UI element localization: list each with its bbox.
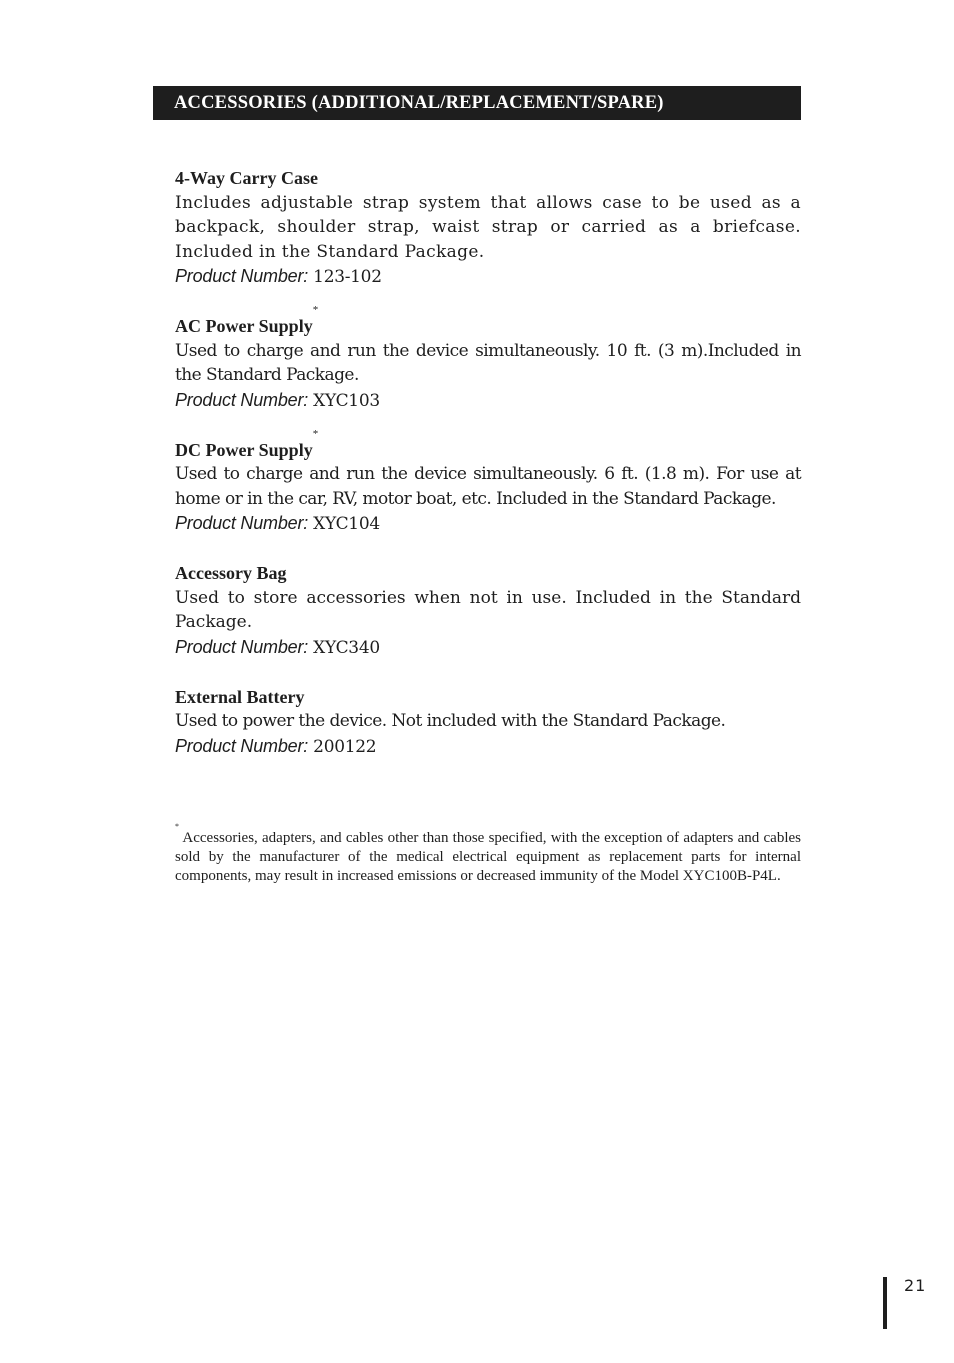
footnote (175, 822, 801, 886)
product-number-label: Product Number: (175, 389, 309, 410)
product-number-label: Product Number: (175, 735, 309, 756)
accessory-description: Used to store accessories when not in use. Included in the Standard Package. (175, 587, 801, 632)
accessory-title: External Battery (175, 686, 305, 707)
page-number: 21 (904, 1276, 927, 1295)
product-number-line (175, 734, 801, 760)
product-number-value: XYC104 (313, 514, 380, 534)
accessory-description: Used to charge and run the device simultaneously. 6 ft. (1.8 m). For use at home or in the car, RV, motor boat, etc. Included in the Standard Package. (175, 464, 801, 509)
product-number-label: Product Number: (175, 266, 309, 286)
section-title: ACCESSORIES (ADDITIONAL/REPLACEMENT/SPARE) (174, 93, 664, 113)
product-number-line (175, 511, 801, 537)
footnote-marker: * (312, 427, 319, 440)
page-number-rule (883, 1277, 887, 1329)
accessory-item-dc-power-supply (175, 427, 801, 537)
footnote-marker: * (175, 822, 179, 831)
product-number-line (175, 264, 801, 290)
product-number-line (175, 635, 801, 661)
accessory-description: Used to power the device. Not included with the Standard Package. (175, 711, 726, 731)
accessory-title: AC Power Supply* (175, 304, 319, 336)
section-header (153, 86, 801, 120)
product-number-label: Product Number: (175, 513, 309, 533)
product-number-line (175, 388, 801, 414)
product-number-value: XYC103 (313, 390, 380, 411)
accessory-item-external-battery (175, 685, 801, 760)
product-number-value: XYC340 (313, 637, 380, 658)
accessory-description: Includes adjustable strap system that allows case to be used as a backpack, shoulder strap, waist strap or carried as a briefcase. Included in the Standard Package. (175, 192, 801, 262)
footnote-text: Accessories, adapters, and cables other than those specified, with the exception of adapters and cables sold by the manufacturer of the medical electrical equipment as replacement parts for internal components, may result in increased emissions or decreased immunity of the Model XYC100B-P4L. (175, 830, 801, 884)
accessory-item-carry-case (175, 166, 801, 290)
footnote-marker: * (312, 304, 319, 316)
accessory-description: Used to charge and run the device simultaneously. 10 ft. (3 m).Included in the Standard Package. (175, 340, 801, 385)
product-number-label: Product Number: (175, 636, 309, 657)
accessory-list (175, 166, 801, 784)
accessory-item-ac-power-supply (175, 304, 801, 413)
product-number-value: 200122 (313, 736, 377, 757)
accessory-title: Accessory Bag (175, 563, 287, 583)
accessory-title: DC Power Supply* (175, 427, 319, 460)
accessory-title: 4-Way Carry Case (175, 168, 318, 188)
accessory-item-accessory-bag (175, 561, 801, 660)
product-number-value: 123-102 (313, 267, 382, 287)
